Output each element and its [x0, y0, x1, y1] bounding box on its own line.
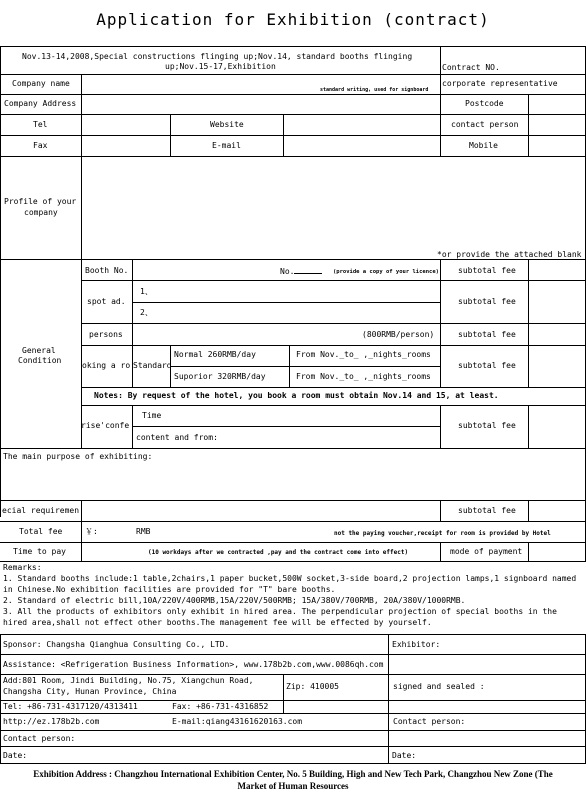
rule	[132, 405, 133, 448]
rule	[0, 700, 586, 701]
contact-person-label: contact person	[451, 120, 519, 129]
exhibition-address-line-1: Exhibition Address : Changzhou International Exhibition Center, No. 5 Building, High and New Tech Park, Changzhou New Zone (The	[33, 769, 553, 779]
exhibitor-contact-person-label: Contact person:	[393, 717, 466, 726]
rule	[440, 542, 441, 561]
rule	[440, 46, 441, 156]
spot-ad-label: spot ad.	[87, 297, 126, 306]
dates-line-2: up;Nov.15-17,Exhibition	[165, 62, 276, 71]
rule	[440, 405, 441, 448]
rule	[0, 521, 586, 522]
subtotal-fee-label: subtotal fee	[458, 297, 516, 306]
exhibition-address	[0, 768, 586, 792]
rule	[0, 46, 586, 47]
standard-writing-note: standard writing, used for signboard	[320, 87, 429, 93]
rule	[0, 561, 586, 562]
rule	[132, 426, 440, 427]
rule	[0, 730, 586, 731]
assistance-line: Assistance: <Refrigeration Business Information>, www.178b2b.com,www.0086qh.com	[3, 660, 384, 669]
rule	[0, 135, 586, 136]
remark-3-line-1: 3. All the products of exhibitors only exhibit in hired area. The perpendicular projection of special booths in the	[3, 607, 557, 616]
remark-2: 2. Standard of electric bill,10A/220V/400RMB,15A/220V/500RMB; 15A/380V/700RMB, 20A/380V/1000RMB.	[3, 596, 466, 605]
rule	[81, 259, 82, 448]
remarks-heading: Remarks:	[3, 563, 42, 572]
rule	[0, 674, 586, 675]
rule	[0, 634, 586, 635]
spot-ad-item-2: 2、	[140, 308, 153, 317]
time-label: Time	[142, 411, 162, 420]
postcode-label: Postcode	[465, 99, 504, 108]
rule	[388, 634, 389, 763]
rule	[289, 345, 290, 387]
subtotal-fee-label: subtotal fee	[458, 361, 516, 370]
zip-code: Zip: 410005	[286, 682, 339, 691]
subtotal-fee-label: subtotal fee	[458, 330, 516, 339]
rule	[0, 634, 1, 763]
corporate-representative-label: corporate representative	[442, 79, 558, 88]
profile-label-line-2: company	[24, 208, 58, 217]
normal-room-dates: From Nov._to_ ,_nights_rooms	[296, 350, 431, 359]
time-to-pay-label: Time to pay	[13, 547, 66, 556]
address-line-1: Add:801 Room, Jindi Building, No.75, Xiangchun Road,	[3, 676, 254, 685]
special-requirement-label: ecial requiremen	[2, 506, 80, 515]
workdays-note: (10 workdays after we contracted ,pay and the contract come into effect)	[148, 549, 409, 556]
superior-room-dates: From Nov._to_ ,_nights_rooms	[296, 372, 431, 381]
dates-line-1: Nov.13-14,2008,Special constructions flinging up;Nov.14, standard booths flinging	[22, 52, 413, 61]
enterprise-conference-label: rise'confe	[81, 421, 130, 430]
content-and-from-label: content and from:	[136, 433, 218, 442]
rule	[0, 94, 586, 95]
booth-number-field[interactable]	[280, 266, 322, 277]
booking-room-label: oking a ro	[82, 361, 131, 370]
email-label: E-mail	[212, 141, 241, 150]
superior-room-rate: Suporior 320RMB/day	[174, 372, 266, 381]
fax-label: Fax	[33, 141, 48, 150]
main-purpose-label: The main purpose of exhibiting:	[3, 452, 153, 461]
rule	[81, 74, 82, 260]
rule	[440, 259, 441, 387]
rmb-label: RMB	[136, 527, 151, 536]
general-label-line-2: Condition	[18, 356, 62, 365]
address-line-2: Changsha City, Hunan Province, China	[3, 687, 177, 696]
mode-of-payment-label: mode of payment	[450, 547, 523, 556]
licence-note: (provide a copy of your licence)	[333, 269, 439, 275]
sponsor-email[interactable]: E-mail:qiang43161620163.com	[172, 717, 303, 726]
signed-sealed-label: signed and sealed :	[393, 682, 485, 691]
rule	[81, 500, 82, 561]
rule	[283, 674, 284, 713]
sponsor-contact-person-label: Contact person:	[3, 734, 76, 743]
rule	[0, 542, 586, 543]
rule	[283, 114, 284, 156]
general-label-line-1: General	[22, 346, 56, 355]
subtotal-fee-label: subtotal fee	[458, 266, 516, 275]
remark-3-line-2: hired area,shall not effect other booths.The management fee will be effected by yourself.	[3, 618, 432, 627]
sponsor-line: Sponsor: Changsha Qianghua Consulting Co., LTD.	[3, 640, 230, 649]
rule	[0, 763, 586, 764]
standard-label: Standard	[133, 361, 172, 370]
normal-room-rate: Normal 260RMB/day	[174, 350, 256, 359]
rule	[170, 114, 171, 156]
contract-no-label: Contract NO.	[442, 63, 500, 72]
booth-no-label: Booth No.	[85, 266, 129, 275]
persons-label: persons	[89, 330, 123, 339]
company-name-label: Company name	[12, 79, 70, 88]
rule	[528, 405, 529, 448]
sponsor-tel: Tel: +86-731-4317120/4313411	[3, 702, 138, 711]
remark-1-line-2: in Chinese.No exhibition facilities are provided for "T" bare booths.	[3, 585, 336, 594]
no-label: No.	[280, 267, 295, 276]
page-title: Application for Exhibition (contract)	[96, 10, 490, 29]
rule	[440, 500, 441, 521]
persons-price: (800RMB/person)	[362, 330, 435, 339]
rule	[0, 448, 586, 449]
profile-label-line-1: Profile of your	[4, 197, 77, 206]
rule	[132, 302, 440, 303]
spot-ad-item-1: 1、	[140, 287, 153, 296]
rule	[0, 500, 586, 501]
exhibitor-date-label: Date:	[392, 751, 417, 760]
remark-1-line-1: 1. Standard booths include:1 table,2chairs,1 paper bucket,500W socket,3-side board,2 projection lamps,1 signboard named	[3, 574, 577, 583]
rule	[0, 654, 586, 655]
tel-label: Tel	[33, 120, 48, 129]
rule	[0, 746, 586, 747]
rule	[0, 114, 586, 115]
rule	[528, 94, 529, 156]
mobile-label: Mobile	[469, 141, 498, 150]
rule	[528, 542, 529, 561]
company-address-label: Company Address	[4, 99, 77, 108]
subtotal-fee-label: subtotal fee	[458, 506, 516, 515]
hotel-notes: Notes: By request of the hotel, you book a room must obtain Nov.14 and 15, at least.	[94, 391, 499, 400]
rule	[170, 366, 440, 367]
rule	[0, 713, 586, 714]
exhibition-address-line-2: Market of Human Resources	[237, 781, 349, 791]
rule	[81, 345, 586, 346]
exhibitor-label: Exhibitor:	[392, 640, 441, 649]
subtotal-fee-label: subtotal fee	[458, 421, 516, 430]
sponsor-website[interactable]: http://ez.178b2b.com	[3, 717, 100, 726]
rule	[528, 500, 529, 521]
rule	[0, 156, 586, 157]
rule	[528, 259, 529, 387]
hotel-receipt-note: not the paying voucher,receipt for room is provided by Hotel	[334, 530, 551, 537]
rule	[0, 46, 1, 517]
rule	[81, 280, 586, 281]
attached-blank-note: *or provide the attached blank	[437, 250, 582, 259]
rule	[81, 405, 586, 406]
rule	[81, 323, 586, 324]
rule	[81, 387, 586, 388]
total-fee-label: Total fee	[19, 527, 63, 536]
sponsor-fax: Fax: +86-731-4316852	[172, 702, 269, 711]
booth-number-blank[interactable]	[294, 266, 322, 274]
yuan-symbol: ￥:	[85, 527, 98, 536]
website-label: Website	[210, 120, 244, 129]
sponsor-date-label: Date:	[3, 751, 28, 760]
rule	[0, 74, 586, 75]
